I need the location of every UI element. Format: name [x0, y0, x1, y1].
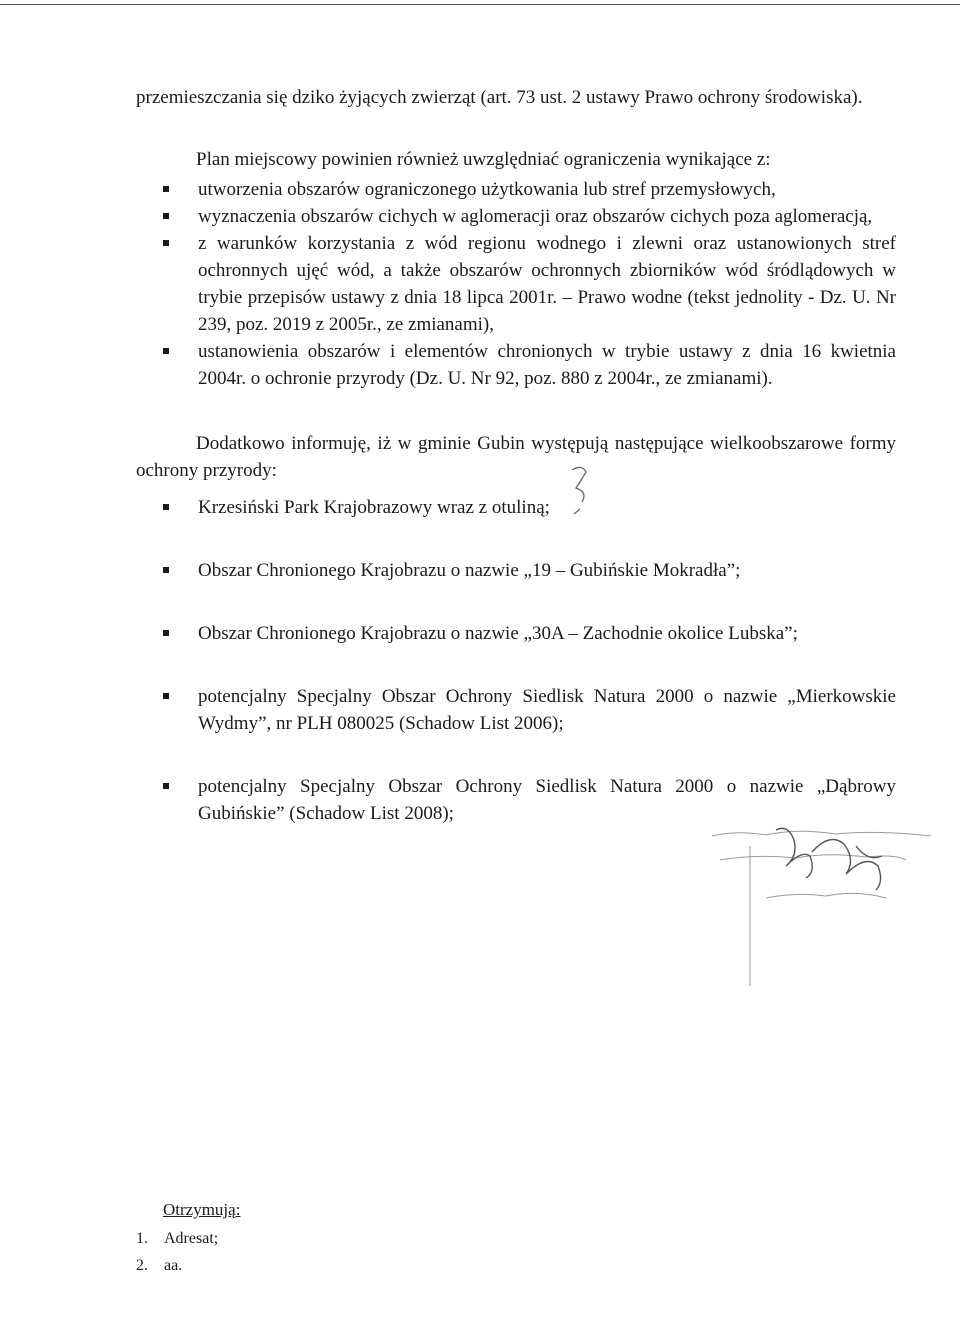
recipient-text: Adresat;: [164, 1230, 219, 1247]
recipients-title: Otrzymują:: [163, 1200, 241, 1219]
list-item: [136, 1252, 218, 1279]
recipient-number: 1.: [136, 1230, 148, 1247]
paragraph-intro: przemieszczania się dziko żyjących zwierząt (art. 73 ust. 2 ustawy Prawo ochrony środowiska).: [136, 87, 863, 108]
list-item: Krzesiński Park Krajobrazowy wraz z otuliną;: [163, 494, 896, 521]
recipients-list: [136, 1225, 218, 1279]
recipient-number: 2.: [136, 1257, 148, 1274]
list-item: [136, 1225, 218, 1252]
protected-areas-list: [163, 494, 896, 863]
paragraph-plan: Plan miejscowy powinien również uwzględniać ograniczenia wynikające z:: [196, 149, 771, 170]
restrictions-list: [163, 176, 896, 392]
page-top-border: [0, 4, 960, 5]
list-item: Obszar Chronionego Krajobrazu o nazwie „19 – Gubińskie Mokradła”;: [163, 557, 896, 584]
list-item: ustanowienia obszarów i elementów chronionych w trybie ustawy z dnia 16 kwietnia 2004r. o ochronie przyrody (Dz. U. Nr 92, poz. 880 z 2004r., ze zmianami).: [163, 338, 896, 392]
list-item: potencjalny Specjalny Obszar Ochrony Siedlisk Natura 2000 o nazwie „Dąbrowy Gubińskie” (Schadow List 2008);: [163, 773, 896, 827]
official-stamp-signature: [706, 826, 936, 1026]
list-item: Obszar Chronionego Krajobrazu o nazwie „30A – Zachodnie okolice Lubska”;: [163, 620, 896, 647]
paragraph-additional: Dodatkowo informuję, iż w gminie Gubin występują następujące wielkoobszarowe formy ochrony przyrody:: [136, 433, 896, 481]
list-item: wyznaczenia obszarów cichych w aglomeracji oraz obszarów cichych poza aglomeracją,: [163, 203, 896, 230]
list-item: z warunków korzystania z wód regionu wodnego i zlewni oraz ustanowionych stref ochronnych ujęć wód, a także obszarów ochronnych zbiorników wód śródlądowych w trybie przepisów ustawy z dnia 18 lipca 2001r. – Prawo wodne (tekst jednolity - Dz. U. Nr 239, poz. 2019 z 2005r., ze zmianami),: [163, 230, 896, 338]
recipient-text: aa.: [164, 1257, 183, 1274]
list-item: potencjalny Specjalny Obszar Ochrony Siedlisk Natura 2000 o nazwie „Mierkowskie Wydmy”, nr PLH 080025 (Schadow List 2006);: [163, 683, 896, 737]
list-item: utworzenia obszarów ograniczonego użytkowania lub stref przemysłowych,: [163, 176, 896, 203]
